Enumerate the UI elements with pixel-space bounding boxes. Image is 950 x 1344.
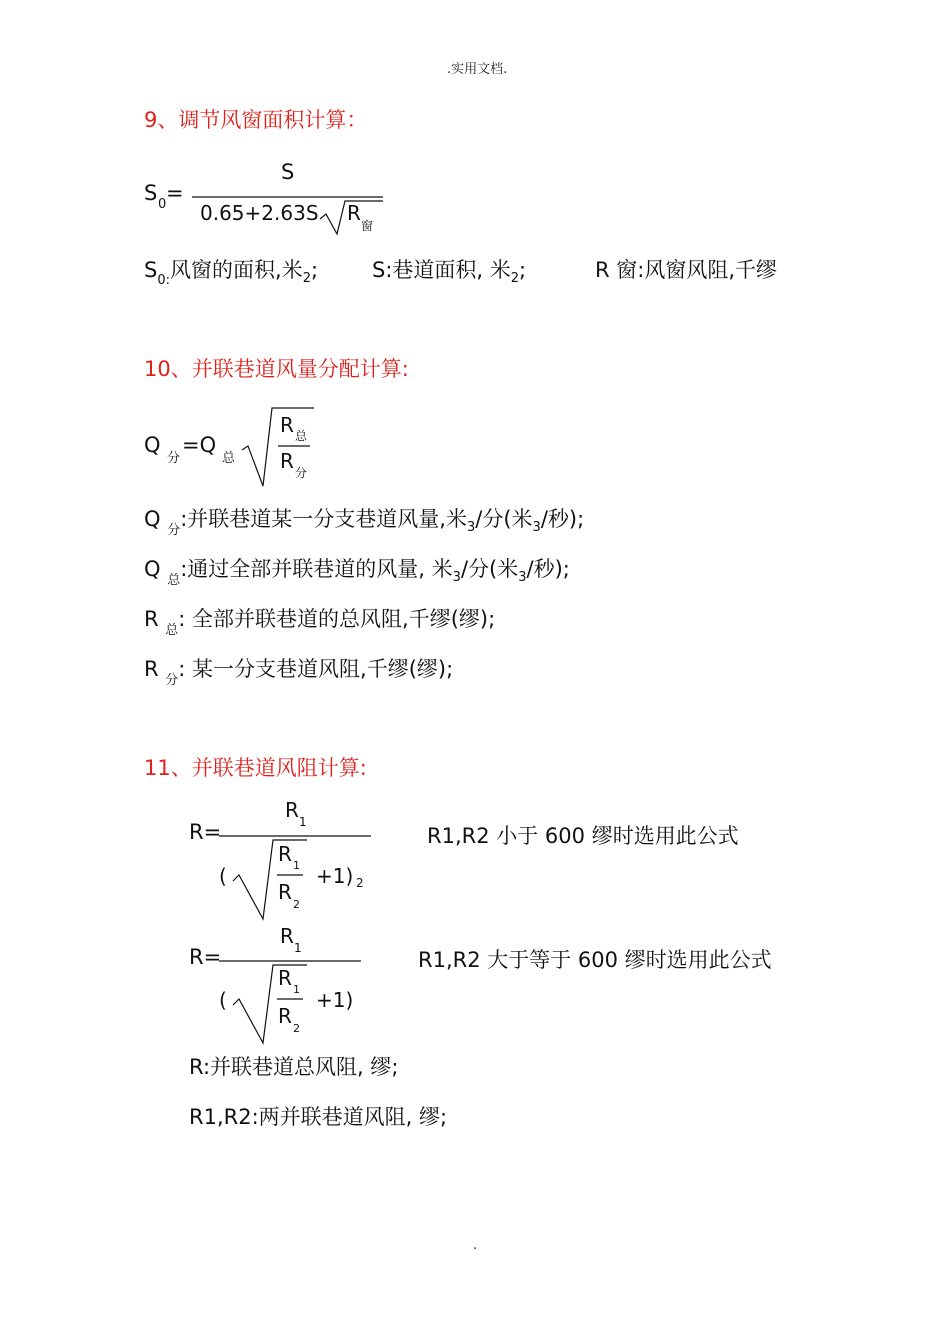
square-sub: 2	[356, 876, 364, 890]
def-r-window: R 窗:风窗风阻,千缪	[595, 258, 778, 282]
formula-window-area	[140, 156, 400, 236]
def-r1-r2: R1,R2:两并联巷道风阻, 缪;	[189, 1105, 448, 1129]
r-zong: R	[280, 413, 294, 437]
r2: R	[278, 880, 292, 904]
note-small: R1,R2 小于 600 缪时选用此公式	[427, 824, 739, 848]
radicand: R	[347, 201, 361, 225]
note-large: R1,R2 大于等于 600 缪时选用此公式	[418, 948, 772, 972]
num-r: R	[280, 924, 294, 948]
def-r-zong: R $_总$: 全部并联巷道的总风阻,千缪(缪);	[144, 607, 496, 638]
page-footer: .	[473, 1238, 478, 1253]
r-eq: R=	[189, 820, 222, 844]
plus-one: +1)	[316, 988, 354, 1012]
r1: R	[278, 966, 292, 990]
def-q-fen: Q $_分$:并联巷道某一分支巷道风量,米$_3$/分(米$_3$/秒);	[144, 507, 585, 538]
lhs-sub: 0	[158, 197, 167, 212]
r-fen-sub: 分	[295, 466, 308, 480]
eq-q: =Q	[182, 433, 217, 457]
q-fen-sub: 分	[167, 451, 181, 466]
r1: R	[278, 842, 292, 866]
section-10-title: 10、并联巷道风量分配计算:	[144, 357, 409, 381]
formula-resistance-large	[185, 918, 385, 1048]
r2: R	[278, 1004, 292, 1028]
def-r-total: R:并联巷道总风阻, 缪;	[189, 1055, 399, 1079]
denominator-text: 0.65+2.63S	[200, 201, 319, 225]
radicand-sub: 窗	[361, 219, 374, 233]
def-s0: $S_{0:}$风窗的面积,米$_2$;	[144, 258, 319, 288]
section-9-title: 9、调节风窗面积计算：	[144, 108, 368, 132]
num-r-sub: 1	[294, 941, 302, 955]
q-fen: Q	[144, 433, 161, 457]
num-r-sub: 1	[299, 815, 307, 829]
def-r-fen: R $_分$: 某一分支巷道风阻,千缪(缪);	[144, 657, 454, 688]
lhs-eq: =	[166, 181, 184, 205]
def-q-zong: Q $_总$:通过全部并联巷道的风量, 米$_3$/分(米$_3$/秒);	[144, 557, 570, 588]
r1-sub: 1	[293, 859, 300, 872]
formula-resistance-small	[185, 795, 385, 925]
r2-sub: 2	[293, 898, 300, 911]
plus-one: +1)	[316, 864, 354, 888]
numerator: S	[281, 160, 295, 184]
r-fen: R	[280, 449, 294, 473]
r2-sub: 2	[293, 1022, 300, 1035]
num-r: R	[285, 798, 299, 822]
r1-sub: 1	[293, 983, 300, 996]
lhs-s: S	[144, 181, 158, 205]
def-s: S:巷道面积, 米$_2$;	[372, 258, 527, 286]
q-zong-sub: 总	[222, 451, 236, 466]
r-zong-sub: 总	[295, 429, 308, 443]
r-eq: R=	[189, 945, 222, 969]
page-header: .实用文档.	[447, 62, 508, 77]
formula-flow-distribution	[140, 402, 340, 492]
paren-open: (	[219, 864, 227, 888]
section-11-title: 11、并联巷道风阻计算:	[144, 756, 367, 780]
paren-open: (	[219, 988, 227, 1012]
